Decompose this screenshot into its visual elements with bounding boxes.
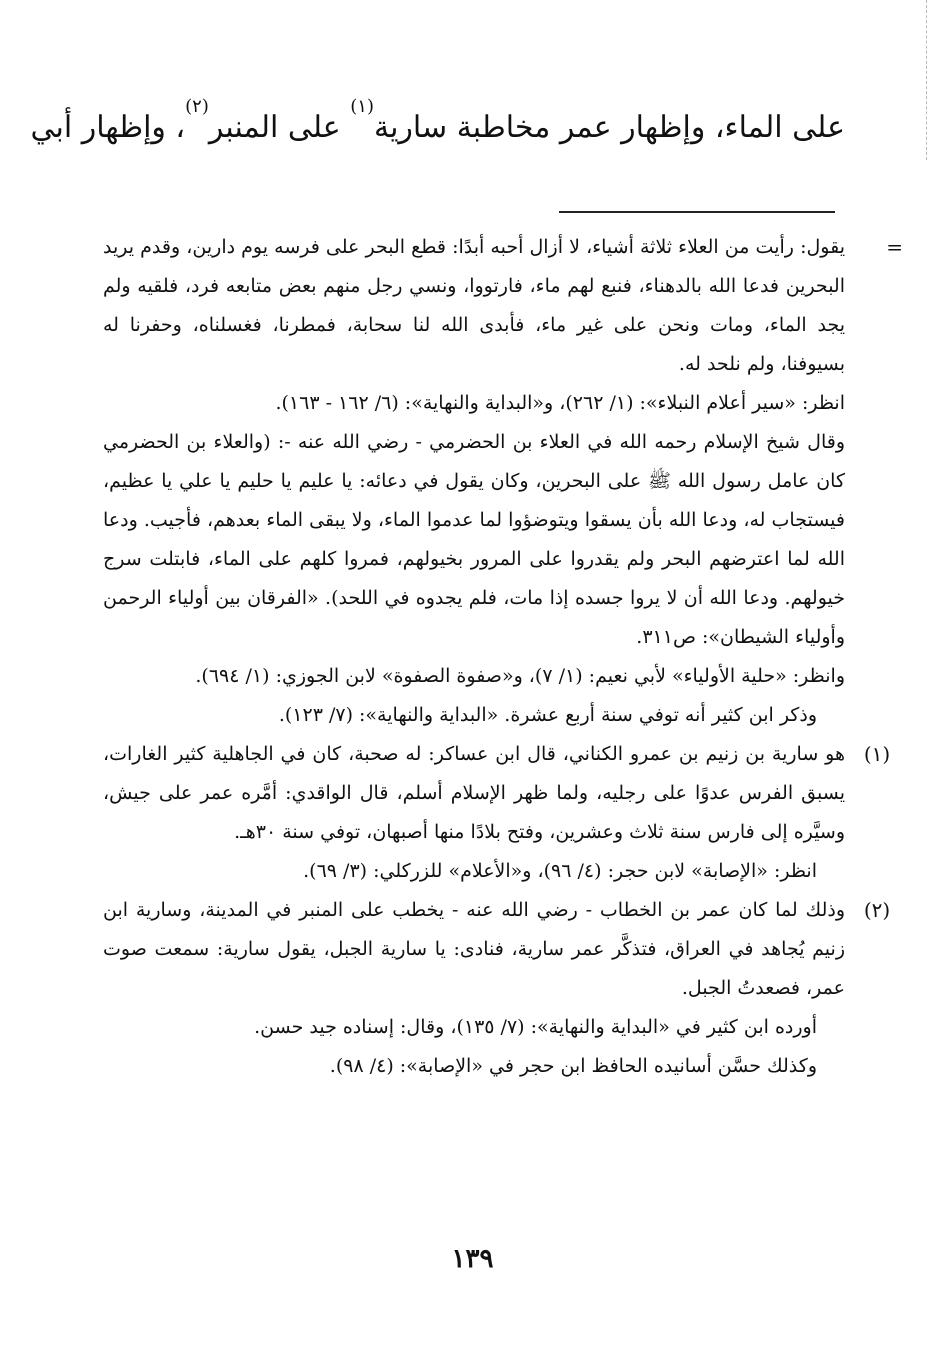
footnote-1-p1: هو سارية بن زنيم بن عمرو الكناني، قال ابن عساكر: له صحبة، كان في الجاهلية كثير الغارات، يسبق الفرس عدوًا على رجليه، ولما ظهر الإسلام أسلم، قال الواقدي: أمَّره عمر على جيش، وسيَّره إلى فارس سنة ثلاث وعشرين، وفتح بلادًا منها أصبهان، توفي سنة ٣٠هـ. [103,743,845,843]
footnote-2-p1: وذلك لما كان عمر بن الخطاب - رضي الله عنه - يخطب على المنبر في المدينة، وسارية ابن زنيم يُجاهد في العراق، فتذكَّر عمر سارية، فنادى: يا سارية الجبل، يقول سارية: سمعت صوت عمر، فصعدتُ الجبل. [103,899,845,999]
footnote-1-p2: انظر: «الإصابة» لابن حجر: (٤/ ٩٦)، و«الأعلام» للزركلي: (٣/ ٦٩). [303,860,817,882]
scan-edge-mark [912,0,927,160]
footnote-separator [559,211,835,213]
footnote-2-p2: أورده ابن كثير في «البداية والنهاية»: (٧/ ١٣٥)، وقال: إسناده جيد حسن. [254,1016,817,1038]
main-text-part-2: على المنبر [208,110,351,145]
continued-marker: = [886,235,903,259]
footnote-continued [103,228,903,735]
main-text-part-3: ، وإظهار أبي [30,110,186,145]
footnote-continued-p2: انظر: «سير أعلام النبلاء»: (١/ ٢٦٢)، و«البداية والنهاية»: (٦/ ١٦٢ - ١٦٣). [275,392,845,414]
footnote-continued-p5: وذكر ابن كثير أنه توفي سنة أربع عشرة. «البداية والنهاية»: (٧/ ١٢٣). [278,704,817,726]
footnote-continued-p3: وقال شيخ الإسلام رحمه الله في العلاء بن الحضرمي - رضي الله عنه -: (والعلاء بن الحضرمي كان عامل رسول الله ﷺ على البحرين، وكان يقول في دعائه: يا عليم يا حليم يا علي يا عظيم، فيستجاب له، ودعا الله بأن يسقوا ويتوضؤوا لما عدموا الماء، ولا يبقى الماء بعدهم، فأجيب. ودعا الله لما اعترضهم البحر ولم يقدروا على المرور بخيولهم، فمروا كلهم على الماء، فابتلت سرج خيولهم. ودعا الله أن لا يروا جسده إذا مات، فلم يجدوه في اللحد). «الفرقان بين أولياء الرحمن وأولياء الشيطان»: ص٣١١. [103,431,845,648]
footnote-continued-p1: يقول: رأيت من العلاء ثلاثة أشياء، لا أزال أحبه أبدًا: قطع البحر على فرسه يوم دارين، وقدم يريد البحرين فدعا الله بالدهناء، فنبع لهم ماء، فارتووا، ونسي رجل منهم بعض متابعه فرد، فلقيه ولم يجد الماء، ومات ونحن على غير ماء، فأبدى الله لنا سحابة، فمطرنا، فغسلناه، وحفرنا له بسيوفنا، ولم نلحد له. [103,236,845,375]
footnote-1 [103,735,891,891]
footnote-1-number: (١) [863,742,891,766]
footnote-2-number: (٢) [863,898,891,922]
footnote-2-p3: وكذلك حسَّن أسانيده الحافظ ابن حجر في «الإصابة»: (٤/ ٩٨). [329,1055,817,1077]
footnote-continued-p4: وانظر: «حلية الأولياء» لأبي نعيم: (١/ ٧)، و«صفوة الصفوة» لابن الجوزي: (١/ ٦٩٤). [195,665,845,687]
main-text-part-1: على الماء، وإظهار عمر مخاطبة سارية [373,110,845,145]
footnote-ref-1[interactable]: (١) [350,96,374,117]
footnote-ref-2[interactable]: (٢) [185,96,209,117]
page-number: ١٣٩ [451,1244,494,1274]
footnote-2 [103,891,891,1086]
footnotes-section [103,228,903,1086]
main-text-line [30,96,845,158]
